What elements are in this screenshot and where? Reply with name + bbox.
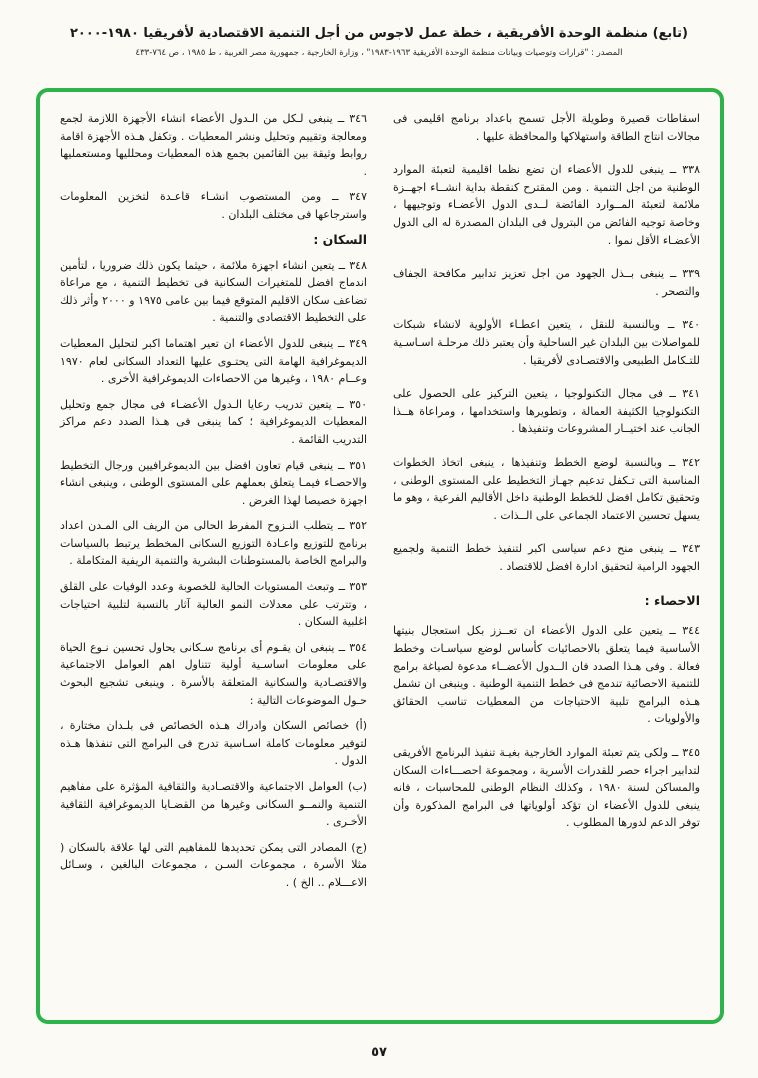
page-title: (تابع) منظمة الوحدة الأفريقية ، خطة عمل لاجوس من أجل التنمية الاقتصادية لأفريقيا ١٩٨٠-٢٠٠٠ xyxy=(70,26,688,41)
paragraph-350: ٣٥٠ ــ يتعين تدريب رعايا الـدول الأعضـاء فى مجال جمع وتحليل المعطيات الديموغرافية ؛ كما ينبغى فى هـذا الصدد دعم مراكز التدريب القائمة . xyxy=(60,397,367,446)
paragraph-353: ٣٥٣ ــ وتبعث المستويات الحالية للخصوبة وعدد الوفيات على القلق ، وتترتب على معدلات النمو العالية آثار بالنسبة لتلبية احتياجات اغلبية السكان . xyxy=(60,580,367,629)
left-column xyxy=(60,110,367,1008)
page-footer xyxy=(0,1041,758,1060)
paragraph-347: ٣٤٧ ــ ومن المستصوب انشـاء قاعـدة لتخزين المعلومات واسترجاعها فى مختلف البلدان . xyxy=(60,190,367,221)
paragraph-343: ٣٤٣ ــ ينبغى منح دعم سياسى اكبر لتنفيذ خطط التنمية ولجميع الجهود الرامية لتحقيق ادارة افضل للاقتصاد . xyxy=(393,542,700,573)
page-number: ٥٧ xyxy=(371,1045,387,1060)
green-frame xyxy=(36,88,724,1024)
section-heading-statistics: الاحصاء : xyxy=(644,593,700,609)
source-line: المصدر : "قرارات وتوصيات وبيانات منظمة الوحدة الأفريقية ١٩٦٣-١٩٨٣" ، وزارة الخارجية ، جمهورية مصر العربية ، ط ١٩٨٥ ، ص ٧٦٤-٤٣٣ xyxy=(135,48,623,58)
paragraph-342: ٣٤٢ ــ وبالنسبة لوضع الخطط وتنفيذها ، ينبغى اتخاذ الخطوات المناسبة التى تـكفل تدعيم جهـاز التخطيط على المستوى الوطنى ، وتحقيق تكامل افضل للخطط الوطنية داخل الأقاليم الفرعية ، وهو ما يسهل تحسين الاعتماد الجماعى على الــذات . xyxy=(393,455,700,522)
paragraph-340: ٣٤٠ ــ وبالنسبة للنقل ، يتعين اعطـاء الأولوية لانشاء شبكات للمواصلات بين البلدان غير الساحلية وأن يعتبر ذلك مرحلـة اسـاسـية للتـكامل الطبيعى والاقتصـادى لأفريقيا . xyxy=(393,318,700,367)
paragraph-344: ٣٤٤ ــ يتعين على الدول الأعضاء ان تعــزز بكل استعجال بنيتها الأساسية فيما يتعلق بالاحصائيات كأساس لوضع سياسـات وخطط فعالة . وفى هـذا الصدد فان الــدول الأعضــاء مدعوة لصياغة برامج للتنمية الاحصائية تندمج فى خطط التنمية الوطنية . وينبغى ان تشمل هـذه البرامج تلبية الاحتياجات من المعطيات تناسب الحقائق والأولويات . xyxy=(393,624,700,726)
paragraph-351: ٣٥١ ــ ينبغى قيام تعاون افضل بين الديموغرافيين ورجال التخطيط والاحصـاء فيمـا يتعلق بعملهم على المستوى الوطنى ، وينبغى انشاء اجهزة خصيصا لهذا الغرض . xyxy=(60,458,367,507)
paragraph-345: ٣٤٥ ــ ولكى يتم تعبئة الموارد الخارجية بغيـة تنفيذ البرنامج الأفريقى لتدابير اجراء حصر للقدرات الأسرية ، ومجموعة احصـــاءات السكان والمساكن لسنة ١٩٨٠ ، وكذلك النظام الوطنى للمحاسبات ، فانه ينبغى للدول الأعضاء ان تؤكد أولوياتها فى البرامج المذكورة وأن توفر الدعم لدورها المطلوب . xyxy=(393,746,701,830)
section-heading-population: السكان : xyxy=(313,231,367,247)
paragraph-346: ٣٤٦ ــ ينبغى لـكل من الـدول الأعضاء انشاء الأجهزة اللازمة لجمع ومعالجة وتقييم وتحليل ونشر المعطيات . وتكفل هـذه الأجهزة اقامة روابط وثيقة بين القائمين بجمع هذه المعطيات ومحلليها ومستعمليها . xyxy=(60,112,367,178)
paragraph-348: ٣٤٨ ــ يتعين انشاء اجهزة ملائمة ، حيثما يكون ذلك ضروريا ، لتأمين اندماج افضل للمتغيرات السكانية فى تخطيط التنمية ، مع مراعاة تضاعف سكان الاقليم المتوقع فيما بين عامى ١٩٧٥ و ٢٠٠٠ وأثر ذلك على التخطيط الاقتصادى والتنمية . xyxy=(60,258,367,325)
paragraph-item-a: (أ) خصائص السكان وادراك هـذه الخصائص فى بلـدان مختارة ، لتوفير معلومات كاملة اسـاسية تدرج فى البرامج التى تنفذها هـذه الدول . xyxy=(60,719,367,768)
paragraph-352: ٣٥٢ ــ يتطلب النـزوح المفرط الحالى من الريف الى المـدن اعداد برنامج للتوزيع واعـادة التوزيع السكانى المخطط يرتبط بالسياسات والبرامج الخاصة بالمستوطنات البشرية والتنمية الريفية المتكاملة . xyxy=(60,519,367,568)
paragraph-354: ٣٥٤ ــ ينبغى ان يقـوم أى برنامج سـكانى يحاول تحسين نـوع الحياة على معلومات اساسـية أولية تتناول اهم العوامل الاجتماعية والاقتصـادية والسكانية المتعلقة بالأسرة . وينبغى تشجيع البحوث حـول الموضوعات التالية : xyxy=(60,640,367,707)
page-header xyxy=(0,0,758,58)
text-columns xyxy=(60,110,700,1008)
paragraph-item-b: (ب) العوامل الاجتماعية والاقتصـادية والثقافية المؤثرة على مفاهيم التنمية والنمــو السكانى وغيرها من القضـايا الديموغرافية الثقافية الأخـرى . xyxy=(60,780,367,829)
paragraph-item-c: (ج) المصادر التى يمكن تحديدها للمفاهيم التى لها علاقة بالسكان ( مثلا الأسرة ، مجموعات السـن ، مجموعات البالغين ، وسـائل الاعـــلام .. الخ ) . xyxy=(60,840,367,889)
paragraph-continuation: اسقاطات قصيرة وطويلة الأجل تسمح باعداد برنامج اقليمى فى مجالات انتاج الطاقة واستهلاكها والمحافظة عليها . xyxy=(393,112,700,143)
paragraph-341: ٣٤١ ــ فى مجال التكنولوجيا ، يتعين التركيز على الحصول على التكنولوجيا الكثيفة العمالة ، وتطويرها واستخدامها ، ومراعاة هــذا الجانب عند اختيــار المشروعات وتنفيذها . xyxy=(393,387,700,436)
paragraph-349: ٣٤٩ ــ ينبغى للدول الأعضاء ان تعير اهتماما اكبر لتحليل المعطيات الديموغرافية الهامة التى يحتـوى عليها التعداد السكانى لعام ١٩٧٠ وعــام ١٩٨٠ ، وغيرها من الاحصاءات الديموغرافية الأخرى . xyxy=(60,336,367,386)
right-column xyxy=(393,110,700,1008)
paragraph-338: ٣٣٨ ــ ينبغى للدول الأعضاء ان تضع نظما اقليمية لتعبئة الموارد الوطنية من اجل التنمية . ومن المقترح كنقطة بداية انشــاء اجهــزة ملائمة لتعبئة المــوارد الفائضة لــدى الدول الأعضـاء وتوجيهها ، وخاصة توجيه الفائض من البترول فى البلدان المصدرة له الى الدول الأعضـاء الأقل نموا . xyxy=(393,163,700,247)
paragraph-339: ٣٣٩ ــ ينبغى بــذل الجهود من اجل تعزيز تدابير مكافحة الجفاف والتصحر . xyxy=(393,267,700,298)
